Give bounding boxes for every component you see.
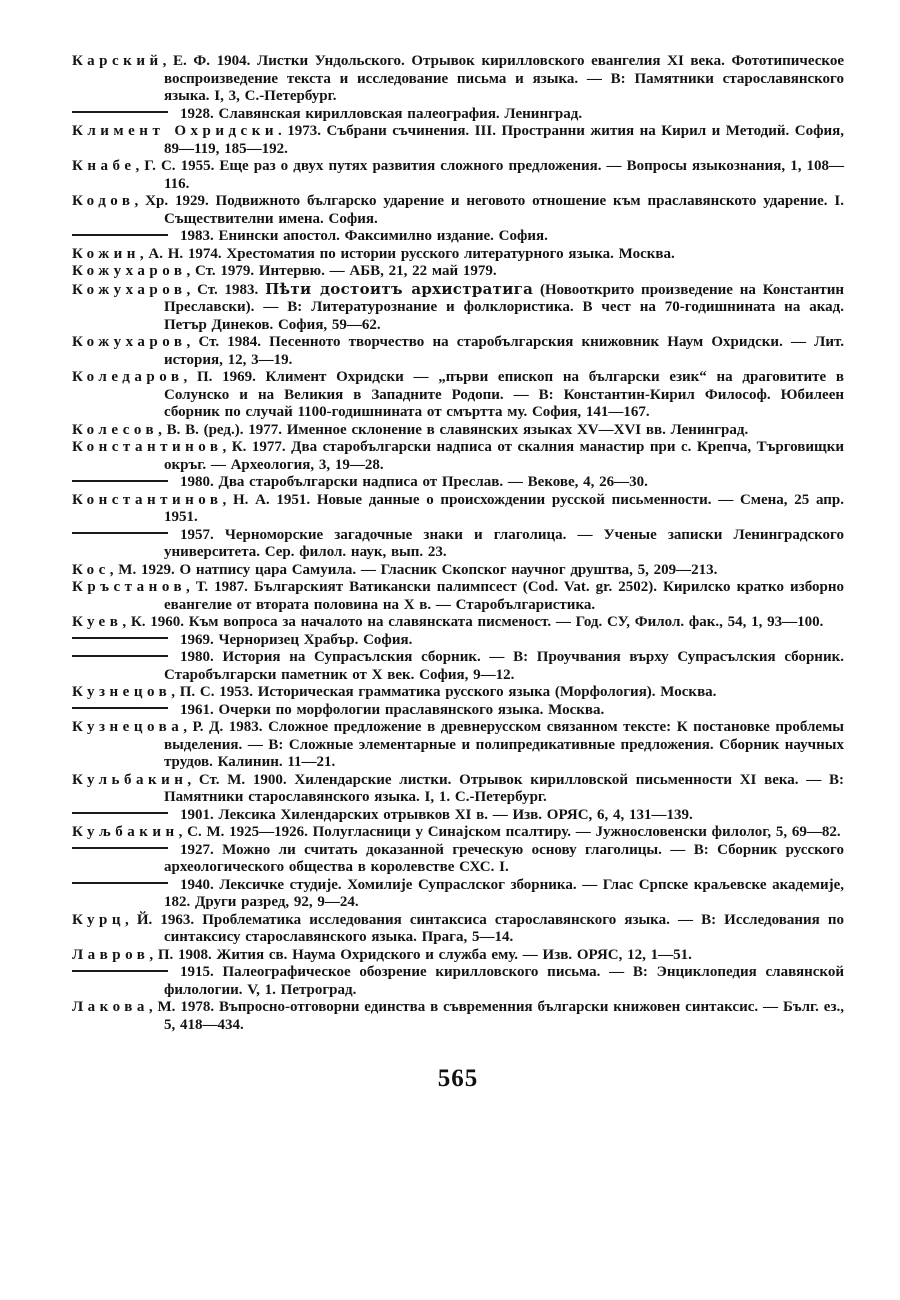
repeated-author-dash: [72, 970, 168, 972]
bib-entry: [72, 492, 844, 527]
entry-text: 1940. Лексичке студије. Хомилије Супраслског зборника. — Глас Српске краљевске академије, 182. Други разред, 92, 9—24.: [164, 876, 844, 910]
bib-entry: [72, 614, 844, 632]
entry-text: , Ст. М. 1900. Хилендарские листки. Отрывок кирилловской письменности XI века. — В: Памятники старославянского языка. I, 1. С.-Петербург.: [164, 771, 844, 805]
author-name: Кожухаров: [72, 334, 187, 350]
author-name: Карский: [72, 53, 163, 69]
author-name: Колесов: [72, 421, 159, 438]
bib-entry: [72, 632, 844, 650]
bib-entry: [72, 369, 844, 422]
author-name: Коледаров: [72, 369, 184, 385]
entry-text: , П. 1969. Климент Охридски — „първи епископ на български език“ на драговитите в Солунско и на Великия в Западните Родопи. — В: Константин-Кирил Философ. Юбилеен сборник по случай 1100-годишнината от смъртта му. София, 141—167.: [164, 369, 844, 420]
bib-entry: [72, 158, 844, 193]
author-name: Кузнецова: [72, 719, 184, 735]
bib-entry: [72, 824, 844, 842]
page-number: 565: [437, 1065, 479, 1092]
entry-text: 1915. Палеографическое обозрение кирилловского письма. — В: Энциклопедия славянской филологии. V, 1. Петроград.: [164, 964, 844, 998]
repeated-author-dash: [72, 707, 168, 709]
repeated-author-dash: [72, 234, 168, 236]
bib-entry: [72, 106, 844, 124]
repeated-author-dash: [72, 655, 168, 657]
bib-entry: [72, 334, 844, 369]
bib-entry: [72, 807, 844, 825]
repeated-author-dash: [72, 882, 168, 884]
author-name: Кос: [72, 561, 110, 578]
author-name: Лакова: [72, 999, 149, 1015]
entry-text: 1969. Черноризец Храбър. София.: [180, 631, 413, 648]
bib-entry: [72, 912, 844, 947]
author-name: Кожухаров: [72, 263, 187, 279]
bib-entry: [72, 439, 844, 474]
bib-entry: [72, 193, 844, 228]
bib-entry: [72, 228, 844, 246]
entry-text: , К. 1960. Към вопроса за началото на славянската писменост. — Год. СУ, Филол. фак., 54, 1, 93—100.: [122, 614, 824, 630]
bib-entry: [72, 246, 844, 264]
bib-entry: [72, 719, 844, 772]
bib-entry: [72, 877, 844, 912]
entry-text: , Ст. 1979. Интервю. — АБВ, 21, 22 май 1979.: [186, 263, 497, 279]
entry-text: , В. В. (ред.). 1977. Именное склонение в славянских языках XV—XVI вв. Ленинград.: [158, 421, 749, 438]
author-name: Кнабе: [72, 158, 136, 174]
bib-entry: [72, 684, 844, 702]
entry-text: , П. 1908. Жития св. Наума Охридского и служба ему. — Изв. ОРЯС, 12, 1—51.: [149, 946, 692, 963]
author-name: Константинов: [72, 491, 223, 508]
entry-text: , С. М. 1925—1926. Полугласници у Синајском псалтиру. — Јужнословенски филолог, 5, 69—82.: [178, 824, 841, 840]
bib-entry: [72, 474, 844, 492]
entry-text: (Новооткрито произведение на Константин Преславски). — В: Литературознание и фолклористика. В чест на 70-годишнината на акад. Петър Динеков. София, 59—62.: [164, 281, 845, 333]
author-name: Константинов: [72, 439, 223, 455]
entry-text: , М. 1929. О натпису цара Самуила. — Гласник Скопског научног друштва, 5, 209—213.: [109, 561, 718, 578]
author-name: Кожин: [72, 245, 140, 262]
bibliography-list: [72, 53, 844, 1034]
bib-entry: [72, 281, 844, 335]
bib-entry: [72, 562, 844, 580]
repeated-author-dash: [72, 847, 168, 849]
entry-text: 1957. Черноморские загадочные знаки и глаголица. — Ученые записки Ленинградского университета. Сер. филол. наук, вып. 23.: [164, 526, 844, 560]
repeated-author-dash: [72, 480, 168, 482]
bib-entry: [72, 947, 844, 965]
entry-text: 1980. История на Супрасълския сборник. — В: Проучвания върху Супрасълския сборник. Старобългарски паметник от X век. София, 9—12.: [164, 649, 844, 683]
author-name: Куљбакин: [72, 824, 179, 840]
entry-text: , М. 1978. Въпросно-отговорни единства в съвременния български книжовен синтаксис. — Бълг. ез., 5, 418—434.: [148, 999, 844, 1033]
author-name: Климент Охридски: [72, 123, 279, 139]
bib-entry: [72, 702, 844, 720]
entry-text: , Г. С. 1955. Еще раз о двух путях развития сложного предложения. — Вопросы языкознания, 1, 108—116.: [135, 158, 844, 192]
repeated-author-dash: [72, 637, 168, 639]
repeated-author-dash: [72, 532, 168, 534]
entry-text: , Т. 1987. Българският Ватикански палимпсест (Cod. Vat. gr. 2502). Кирилско кратко изборно евангелие от втората половина на X в. — Старобългаристика.: [164, 579, 844, 613]
entry-text: 1980. Два старобългарски надписа от Преслав. — Векове, 4, 26—30.: [180, 474, 648, 490]
bib-entry: [72, 772, 844, 807]
old-slavonic-title: Пѣти достоитъ архистратига: [265, 279, 534, 298]
bib-entry: [72, 123, 844, 158]
entry-text: , К. 1977. Два старобългарски надписа от скалния манастир при с. Крепча, Търговищки окръг. — Археология, 3, 19—28.: [164, 439, 844, 473]
bib-entry: [72, 263, 844, 281]
bib-entry: [72, 579, 844, 614]
entry-text: , Н. А. 1951. Новые данные о происхождении русской письменности. — Смена, 25 апр. 1951.: [164, 491, 844, 525]
bib-entry: [72, 842, 844, 877]
repeated-author-dash: [72, 111, 168, 113]
author-name: Кодов: [72, 193, 135, 209]
bib-entry: [72, 999, 844, 1034]
entry-text: 1927. Можно ли считать доказанной греческую основу глаголицы. — В: Сборник русского археологического общества в королевстве СХС. I.: [164, 841, 844, 875]
entry-text: , Ст. 1983.: [186, 281, 266, 298]
repeated-author-dash: [72, 812, 168, 814]
author-name: Кульбакин: [72, 771, 188, 788]
entry-text: , Ст. 1984. Песенното творчество на старобългарския книжовник Наум Охридски. — Лит. история, 12, 3—19.: [164, 334, 844, 368]
bib-entry: [72, 527, 844, 562]
author-name: Лавров: [72, 946, 150, 963]
bib-entry: [72, 422, 844, 440]
entry-text: 1983. Енински апостол. Факсимилно издание. София.: [180, 228, 548, 244]
entry-text: 1961. Очерки по морфологии праславянского языка. Москва.: [180, 701, 605, 718]
entry-text: , П. С. 1953. Историческая грамматика русского языка (Морфология). Москва.: [171, 684, 717, 700]
author-name: Курц: [72, 911, 125, 928]
author-name: Кръстанов: [72, 579, 187, 595]
bib-entry: [72, 53, 844, 106]
entry-text: , Е. Ф. 1904. Листки Ундольского. Отрывок кирилловского евангелия XI века. Фототипическое воспроизведение текста и исследование письма и языка. — В: Памятники старославянского языка. I, 3, С.-Петербург.: [162, 53, 844, 104]
entry-text: , Р. Д. 1983. Сложное предложение в древнерусском связанном тексте: К постановке проблемы выделения. — В: Сложные элементарные и полипредикативные предложения. Сборник научных трудов. Калинин. 11—21.: [164, 719, 844, 770]
bib-entry: [72, 649, 844, 684]
entry-text: 1928. Славянская кирилловская палеография. Ленинград.: [180, 105, 583, 122]
entry-text: 1901. Лексика Хилендарских отрывков XI в. — Изв. ОРЯС, 6, 4, 131—139.: [180, 806, 693, 823]
author-name: Куев: [72, 614, 123, 630]
entry-text: . 1973. Събрани съчинения. III. Пространни жития на Кирил и Методий. София, 89—119, 185—192.: [164, 123, 844, 157]
author-name: Кузнецов: [72, 684, 172, 700]
entry-text: , Й. 1963. Проблематика исследования синтаксиса старославянского языка. — В: Исследования по синтаксису старославянского языка. Прага, 5—14.: [125, 911, 844, 945]
author-name: Кожухаров: [72, 281, 187, 298]
bib-entry: [72, 964, 844, 999]
entry-text: , А. Н. 1974. Хрестоматия по истории русского литературного языка. Москва.: [139, 245, 675, 262]
entry-text: , Хр. 1929. Подвижното българско ударение и неговото отношение към праславянското ударение. I. Съществителни имена. София.: [134, 193, 844, 227]
